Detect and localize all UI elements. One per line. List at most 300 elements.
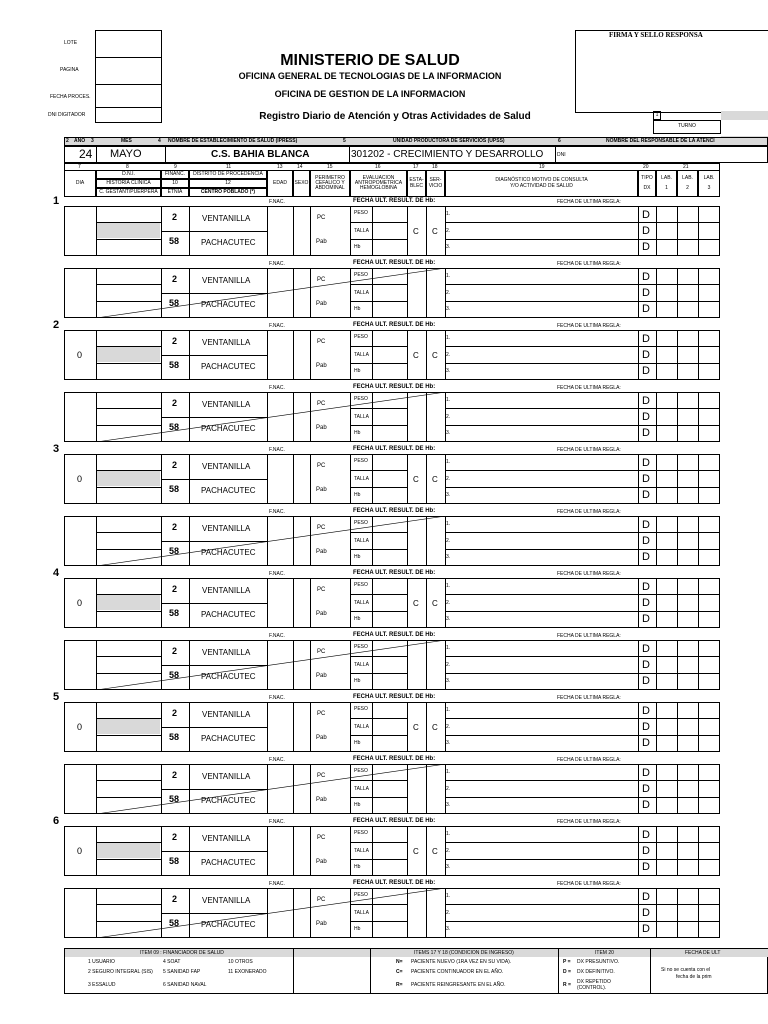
fecha-regla-label: FECHA DE ULTIMA REGLA: [557,199,621,205]
financ-value[interactable]: 2 [172,212,178,222]
diagnostico-3[interactable]: 3. [446,678,451,684]
etnia-value[interactable]: 58 [169,918,180,928]
tipo-dx-3[interactable]: D [642,241,650,253]
talla-label: TALLA [354,352,369,358]
fecha-hb-label: FECHA ULT. RESULT. DE Hb: [353,818,436,824]
distrito-value[interactable]: VENTANILLA [202,276,251,285]
etnia-value[interactable]: 58 [169,794,180,804]
legend-sis: 2 SEGURO INTEGRAL (SIS) [88,969,153,975]
centro-value[interactable]: PACHACUTEC [201,362,256,371]
distrito-value[interactable]: VENTANILLA [202,772,251,781]
fecha-regla-label: FECHA DE ULTIMA REGLA: [557,757,621,763]
fecha-hb-label: FECHA ULT. RESULT. DE Hb: [353,384,436,390]
diagnostico-3[interactable]: 3. [446,740,451,746]
etnia-value[interactable]: 58 [169,670,180,680]
fecha-hb-label: FECHA ULT. RESULT. DE Hb: [353,260,436,266]
tipo-dx-2[interactable]: D [642,473,650,485]
turno-gray-1 [721,111,768,120]
record-group-number: 6 [53,815,60,827]
patient-record [0,818,768,880]
patient-record [0,384,768,446]
diagnostico-1[interactable]: 1. [446,273,451,279]
servicio-condicion[interactable]: C [432,847,438,856]
item20-label: ITEM 20 [595,950,614,956]
record-group-number: 1 [53,195,60,207]
distrito-value[interactable]: VENTANILLA [202,338,251,347]
diagnostico-2[interactable]: 2. [446,352,451,358]
fecha-proces-field[interactable] [95,84,162,108]
legend-soat: 4 SOAT [163,959,181,965]
turno-label: TURNO [678,123,696,130]
fecha-regla-label: FECHA DE ULTIMA REGLA: [557,323,621,329]
financ-value[interactable]: 2 [172,832,178,842]
pab-label: Pab [316,859,327,865]
lote-label: LOTE [64,40,78,46]
historia-clinica-field[interactable] [97,223,160,238]
col-sexo: SEXO [293,170,310,197]
diagnostico-2[interactable]: 2. [446,600,451,606]
centro-value[interactable]: PACHACUTEC [201,300,256,309]
patient-record [0,632,768,694]
fecha-regla-label: FECHA DE ULTIMA REGLA: [557,819,621,825]
diagnostico-1[interactable]: 1. [446,769,451,775]
anio-label: AÑO [74,138,86,144]
fnac-label: F.NAC. [269,633,285,639]
etnia-value[interactable]: 58 [169,856,180,866]
tipo-dx-2[interactable]: D [642,411,650,423]
talla-label: TALLA [354,662,369,668]
record-group-number: 4 [53,567,60,579]
office-title-1: OFICINA GENERAL DE TECNOLOGIAS DE LA INFORMACION [238,71,502,81]
tipo-dx-1[interactable]: D [642,829,650,841]
fnac-label: F.NAC. [269,695,285,701]
servicio-condicion[interactable]: C [432,227,438,236]
legend-p-text: DX PRESUNTIVO. [577,959,620,965]
peso-label: PESO [354,458,368,464]
establecimiento-label: NOMBRE DE ESTABLECIMIENTO DE SALUD (IPRESS) [168,138,298,144]
legend-exonerado: 11 EXONERADO [228,969,267,975]
col-num-13: 13 [277,164,283,170]
legend-c-text: PACIENTE CONTINUADOR EN EL AÑO. [411,969,504,975]
fecha-hb-label: FECHA ULT. RESULT. DE Hb: [353,756,436,762]
establecimiento-condicion[interactable]: C [413,227,419,236]
legend-usuario: 1 USUARIO [88,959,115,965]
pagina-field[interactable] [95,57,162,85]
turno-field[interactable] [653,120,721,134]
fnac-label: F.NAC. [269,385,285,391]
dni-digitador-label: DNI DIGITADOR [48,112,86,118]
col-tipo: TIPO DX [638,170,656,197]
col-num-15: 15 [327,164,333,170]
legend-c-code: C= [396,969,403,975]
historia-clinica-field[interactable] [97,347,160,362]
diagnostico-3[interactable]: 3. [446,864,451,870]
hb-label: Hb [354,864,361,870]
peso-label: PESO [354,334,368,340]
hb-label: Hb [354,616,361,622]
mes-value[interactable]: MAYO [110,148,142,160]
etnia-value[interactable]: 58 [169,608,180,618]
diagnostico-3[interactable]: 3. [446,554,451,560]
tipo-dx-1[interactable]: D [642,767,650,779]
col-gestante: C. GESTANT/PUERPERA [96,188,161,197]
diagnostico-2[interactable]: 2. [446,662,451,668]
tipo-dx-3[interactable]: D [642,365,650,377]
financ-value[interactable]: 2 [172,274,178,284]
tipo-dx-2[interactable]: D [642,721,650,733]
diagnostico-3[interactable]: 3. [446,802,451,808]
pab-label: Pab [316,239,327,245]
patient-record [0,260,768,322]
col-num-19: 19 [539,164,545,170]
hb-label: Hb [354,430,361,436]
pab-label: Pab [316,487,327,493]
legend-rr-code: R = [563,982,571,988]
financ-value[interactable]: 2 [172,708,178,718]
patient-record [0,322,768,384]
financ-value[interactable]: 2 [172,584,178,594]
dia-value[interactable]: 0 [77,474,83,484]
diagnostico-2[interactable]: 2. [446,910,451,916]
tipo-dx-3[interactable]: D [642,923,650,935]
tipo-dx-3[interactable]: D [642,489,650,501]
pc-label: PC [317,463,326,469]
etnia-value[interactable]: 58 [169,546,180,556]
diagnostico-1[interactable]: 1. [446,707,451,713]
etnia-value[interactable]: 58 [169,236,180,246]
legend-essalud: 3 ESSALUD [88,982,116,988]
diagnostico-3[interactable]: 3. [446,430,451,436]
pc-label: PC [317,587,326,593]
establecimiento-condicion[interactable]: C [413,351,419,360]
servicio-condicion[interactable]: C [432,723,438,732]
strike-line [96,268,446,318]
distrito-value[interactable]: VENTANILLA [202,896,251,905]
legend-fecha-prim: fecha de la prim [676,974,712,980]
diagnostico-1[interactable]: 1. [446,645,451,651]
etnia-value[interactable]: 58 [169,484,180,494]
col-distrito-num: 12 [189,179,267,188]
dni-digitador-field[interactable] [95,107,162,123]
patient-record [0,570,768,632]
establecimiento-condicion[interactable]: C [413,475,419,484]
servicio-condicion[interactable]: C [432,599,438,608]
centro-value[interactable]: PACHACUTEC [201,610,256,619]
centro-value[interactable]: PACHACUTEC [201,486,256,495]
talla-label: TALLA [354,786,369,792]
fecha-regla-label: FECHA DE ULTIMA REGLA: [557,695,621,701]
centro-value[interactable]: PACHACUTEC [201,920,256,929]
diagnostico-2[interactable]: 2. [446,538,451,544]
col-financ-num: 10 [161,179,189,188]
pab-label: Pab [316,301,327,307]
diagnostico-2[interactable]: 2. [446,228,451,234]
col-dia: DIA [64,170,96,197]
tipo-dx-2[interactable]: D [642,659,650,671]
patient-record [0,508,768,570]
tipo-dx-1[interactable]: D [642,643,650,655]
etnia-value[interactable]: 58 [169,298,180,308]
centro-value[interactable]: PACHACUTEC [201,238,256,247]
legend-otros: 10 OTROS [228,959,253,965]
registry-title: Registro Diario de Atención y Otras Actividades de Salud [259,111,531,122]
fecha-regla-label: FECHA DE ULTIMA REGLA: [557,881,621,887]
col-num-16: 16 [375,164,381,170]
tipo-dx-1[interactable]: D [642,581,650,593]
pab-label: Pab [316,673,327,679]
tipo-dx-1[interactable]: D [642,209,650,221]
financ-value[interactable]: 2 [172,894,178,904]
hb-label: Hb [354,244,361,250]
peso-label: PESO [354,830,368,836]
financ-value[interactable]: 2 [172,522,178,532]
diagnostico-2[interactable]: 2. [446,848,451,854]
firma-box[interactable] [575,30,768,113]
talla-label: TALLA [354,228,369,234]
pc-label: PC [317,649,326,655]
diagnostico-1[interactable]: 1. [446,583,451,589]
col-financ: FINANC. [161,170,189,179]
financ-value[interactable]: 2 [172,646,178,656]
diagnostico-2[interactable]: 2. [446,414,451,420]
col-lab-2: LAB. 2 [677,170,698,197]
tipo-dx-2[interactable]: D [642,287,650,299]
peso-label: PESO [354,706,368,712]
financ-value[interactable]: 2 [172,770,178,780]
fnac-label: F.NAC. [269,261,285,267]
ups-label: UNIDAD PRODUCTORA DE SERVICIOS (UPSS) [393,138,505,144]
tipo-dx-3[interactable]: D [642,303,650,315]
strike-line [96,640,446,690]
col-edad: EDAD [267,170,293,197]
ministry-title: MINISTERIO DE SALUD [280,52,460,69]
talla-label: TALLA [354,910,369,916]
num-4: 4 [158,138,161,144]
responsable-label: NOMBRE DEL RESPONSABLE DE LA ATENCI [606,138,715,144]
fnac-label: F.NAC. [269,199,285,205]
centro-value[interactable]: PACHACUTEC [201,734,256,743]
etnia-value[interactable]: 58 [169,360,180,370]
fnac-label: F.NAC. [269,571,285,577]
pc-label: PC [317,215,326,221]
centro-value[interactable]: PACHACUTEC [201,424,256,433]
dia-value[interactable]: 24 [79,147,93,161]
centro-value[interactable]: PACHACUTEC [201,858,256,867]
strike-line [96,888,446,938]
dia-value[interactable]: 0 [77,846,83,856]
tipo-dx-1[interactable]: D [642,519,650,531]
tipo-dx-2[interactable]: D [642,225,650,237]
historia-clinica-field[interactable] [97,843,160,858]
diagnostico-1[interactable]: 1. [446,211,451,217]
establecimiento-condicion[interactable]: C [413,599,419,608]
diagnostico-1[interactable]: 1. [446,521,451,527]
tipo-dx-1[interactable]: D [642,271,650,283]
tipo-dx-1[interactable]: D [642,333,650,345]
col-diagnostico: DIAGNÓSTICO MOTIVO DE CONSULTA Y/O ACTIVIDAD DE SALUD [445,170,638,197]
legend-no-cuenta: Si no se cuenta con el [661,967,711,973]
financ-value[interactable]: 2 [172,398,178,408]
diagnostico-2[interactable]: 2. [446,476,451,482]
hb-label: Hb [354,740,361,746]
peso-label: PESO [354,582,368,588]
mes-label: MES [121,138,132,144]
diagnostico-2[interactable]: 2. [446,786,451,792]
diagnostico-3[interactable]: 3. [446,368,451,374]
centro-value[interactable]: PACHACUTEC [201,548,256,557]
diagnostico-2[interactable]: 2. [446,724,451,730]
tipo-dx-2[interactable]: D [642,349,650,361]
patient-record [0,694,768,756]
record-group-number: 5 [53,691,60,703]
distrito-value[interactable]: VENTANILLA [202,648,251,657]
strike-line [96,764,446,814]
historia-clinica-field[interactable] [97,719,160,734]
fecha-regla-label: FECHA DE ULTIMA REGLA: [557,509,621,515]
fnac-label: F.NAC. [269,881,285,887]
talla-label: TALLA [354,600,369,606]
fnac-label: F.NAC. [269,447,285,453]
diagnostico-3[interactable]: 3. [446,244,451,250]
diagnostico-1[interactable]: 1. [446,397,451,403]
col-lab-1: LAB. 1 [656,170,677,197]
item09-label: ITEM 09 : FINANCIADOR DE SALUD [140,950,224,956]
dia-value[interactable]: 0 [77,722,83,732]
tipo-dx-3[interactable]: D [642,675,650,687]
pab-label: Pab [316,549,327,555]
diagnostico-1[interactable]: 1. [446,459,451,465]
tipo-dx-2[interactable]: D [642,597,650,609]
fecha-hb-label: FECHA ULT. RESULT. DE Hb: [353,570,436,576]
pagina-label: PAGINA [60,67,79,73]
strike-line [96,392,446,442]
ups-value[interactable]: 301202 - CRECIMIENTO Y DESARROLLO [351,149,544,160]
diagnostico-1[interactable]: 1. [446,893,451,899]
peso-label: PESO [354,210,368,216]
strike-line [96,516,446,566]
diagnostico-1[interactable]: 1. [446,335,451,341]
hb-label: Hb [354,492,361,498]
distrito-value[interactable]: VENTANILLA [202,710,251,719]
historia-clinica-field[interactable] [97,595,160,610]
fecha-regla-label: FECHA DE ULTIMA REGLA: [557,447,621,453]
pc-label: PC [317,277,326,283]
col-etnia: ETNIA [161,188,189,197]
diagnostico-3[interactable]: 3. [446,492,451,498]
fecha-hb-label: FECHA ULT. RESULT. DE Hb: [353,880,436,886]
col-num-21: 21 [683,164,689,170]
col-num-8: 8 [126,164,129,170]
legend-n-text: PACIENTE NUEVO (1RA VEZ EN SU VIDA). [411,959,512,965]
tipo-dx-3[interactable]: D [642,799,650,811]
dia-value[interactable]: 0 [77,350,83,360]
distrito-value[interactable]: VENTANILLA [202,834,251,843]
fnac-label: F.NAC. [269,323,285,329]
peso-label: PESO [354,272,368,278]
hb-label: Hb [354,368,361,374]
etnia-value[interactable]: 58 [169,732,180,742]
legend-d-text: DX DEFINITIVO. [577,969,615,975]
lote-field[interactable] [95,30,162,58]
dia-value[interactable]: 0 [77,598,83,608]
etnia-value[interactable]: 58 [169,422,180,432]
tipo-dx-1[interactable]: D [642,705,650,717]
diagnostico-3[interactable]: 3. [446,306,451,312]
fnac-label: F.NAC. [269,819,285,825]
num-2: 2 [66,138,69,144]
tipo-dx-3[interactable]: D [642,737,650,749]
financ-value[interactable]: 2 [172,336,178,346]
pab-label: Pab [316,425,327,431]
pab-label: Pab [316,735,327,741]
tipo-dx-3[interactable]: D [642,613,650,625]
col-lab-3: LAB. 3 [698,170,720,197]
tipo-dx-3[interactable]: D [642,427,650,439]
hb-label: Hb [354,554,361,560]
tipo-dx-2[interactable]: D [642,907,650,919]
fecha-hb-label: FECHA ULT. RESULT. DE Hb: [353,322,436,328]
record-group-number: 3 [53,443,60,455]
tipo-dx-1[interactable]: D [642,395,650,407]
legend-d-code: D = [563,969,571,975]
diagnostico-1[interactable]: 1. [446,831,451,837]
tipo-dx-1[interactable]: D [642,891,650,903]
fecha-hb-label: FECHA ULT. RESULT. DE Hb: [353,632,436,638]
distrito-value[interactable]: VENTANILLA [202,586,251,595]
servicio-condicion[interactable]: C [432,475,438,484]
record-group-number: 2 [53,319,60,331]
legend-rr-text: DX REPETIDO (CONTROL). [577,979,611,991]
peso-label: PESO [354,396,368,402]
establecimiento-condicion[interactable]: C [413,847,419,856]
col-num-9: 9 [174,164,177,170]
diagnostico-3[interactable]: 3. [446,926,451,932]
tipo-dx-2[interactable]: D [642,845,650,857]
tipo-dx-2[interactable]: D [642,783,650,795]
office-title-2: OFICINA DE GESTION DE LA INFORMACION [274,89,466,99]
fecha-regla-label: FECHA DE ULTIMA REGLA: [557,385,621,391]
historia-clinica-field[interactable] [97,471,160,486]
fecha-regla-label: FECHA DE ULTIMA REGLA: [557,633,621,639]
tipo-dx-2[interactable]: D [642,535,650,547]
tipo-dx-1[interactable]: D [642,457,650,469]
col-num-18: 18 [432,164,438,170]
diagnostico-2[interactable]: 2. [446,290,451,296]
pab-label: Pab [316,611,327,617]
centro-value[interactable]: PACHACUTEC [201,672,256,681]
pc-label: PC [317,711,326,717]
tipo-dx-3[interactable]: D [642,551,650,563]
distrito-value[interactable]: VENTANILLA [202,524,251,533]
distrito-value[interactable]: VENTANILLA [202,214,251,223]
financ-value[interactable]: 2 [172,460,178,470]
establecimiento-value[interactable]: C.S. BAHIA BLANCA [211,149,310,160]
distrito-value[interactable]: VENTANILLA [202,400,251,409]
hb-label: Hb [354,678,361,684]
servicio-condicion[interactable]: C [432,351,438,360]
talla-label: TALLA [354,414,369,420]
diagnostico-3[interactable]: 3. [446,616,451,622]
patient-record [0,198,768,260]
distrito-value[interactable]: VENTANILLA [202,462,251,471]
tipo-dx-3[interactable]: D [642,861,650,873]
establecimiento-condicion[interactable]: C [413,723,419,732]
talla-label: TALLA [354,538,369,544]
firma-label: FIRMA Y SELLO RESPONSA [609,31,703,39]
fecha-ult-label: FECHA DE ULT [685,950,721,956]
patient-record [0,756,768,818]
centro-value[interactable]: PACHACUTEC [201,796,256,805]
